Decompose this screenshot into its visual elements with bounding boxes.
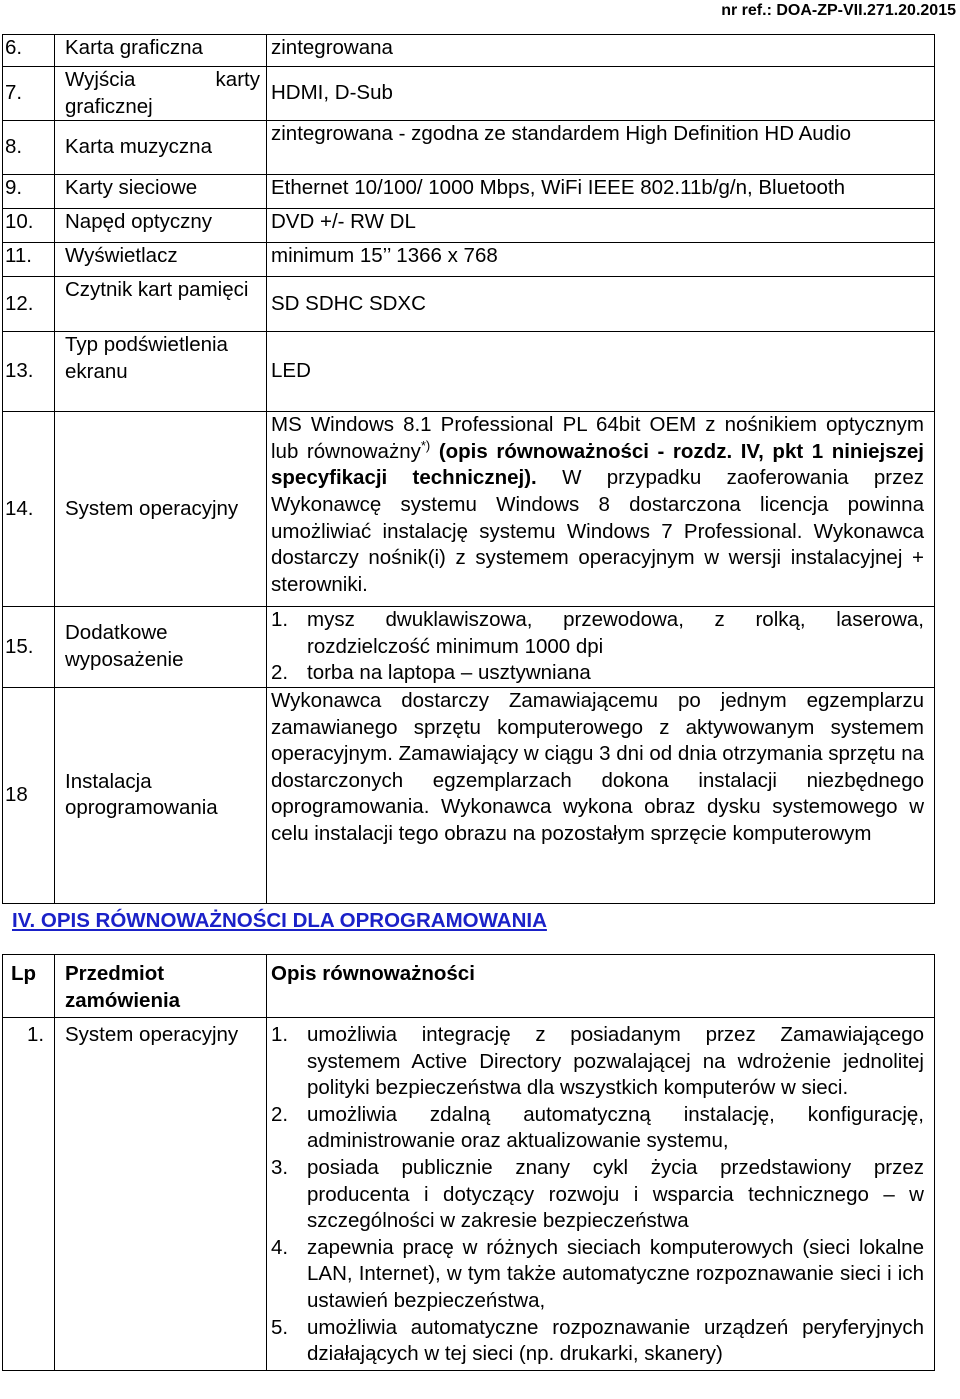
list-item-number: 1. (271, 608, 289, 632)
table-row (3, 121, 935, 175)
row-value: zintegrowana (267, 35, 935, 67)
table-row (3, 277, 935, 332)
section-title: IV. OPIS RÓWNOWAŻNOŚCI DLA OPROGRAMOWANIA (12, 909, 547, 932)
accessory-list (271, 607, 924, 687)
table-row (3, 209, 935, 243)
row-name: Typ podświetlenia ekranu (55, 332, 267, 412)
row-name: Dodatkowe wyposażenie (55, 607, 267, 688)
row-value: Ethernet 10/100/ 1000 Mbps, WiFi IEEE 802.11b/g/n, Bluetooth (267, 175, 935, 209)
list-item-number: 3. (271, 1155, 289, 1179)
row-number: 15. (3, 607, 55, 688)
row-value: minimum 15’’ 1366 x 768 (267, 243, 935, 277)
reference-number: nr ref.: DOA-ZP-VII.271.20.2015 (721, 2, 956, 19)
list-item (271, 1102, 924, 1155)
column-header-name: Przedmiot zamówienia (55, 955, 267, 1018)
row-value (267, 607, 935, 688)
row-value: LED (267, 332, 935, 412)
row-name: Instalacja oprogramowania (55, 687, 267, 903)
table-row (3, 412, 935, 607)
row-number: 6. (3, 35, 55, 67)
list-item-text: mysz dwuklawiszowa, przewodowa, z rolką, laserowa, rozdzielczość minimum 1000 dpi (307, 608, 924, 658)
row-number: 9. (3, 175, 55, 209)
row-number: 7. (3, 67, 55, 121)
list-item-text: zapewnia pracę w różnych sieciach komputerowych (sieci lokalne LAN, Internet), w tym także automatyczne rozpoznawanie sieci i ich ustawień bezpieczeństwa, (307, 1235, 924, 1312)
row-value: DVD +/- RW DL (267, 209, 935, 243)
row-number: 11. (3, 243, 55, 277)
table-header-row (3, 955, 935, 1018)
row-name: Wyświetlacz (55, 243, 267, 277)
row-number: 10. (3, 209, 55, 243)
row-value: HDMI, D-Sub (267, 67, 935, 121)
list-item (271, 1315, 924, 1368)
row-name: Napęd optyczny (55, 209, 267, 243)
row-value (267, 412, 935, 607)
column-header-desc: Opis równoważności (267, 955, 935, 1018)
os-equivalence-reference: (opis równoważności - rozdz. IV, pkt 1 niniejszej specyfikacji technicznej). (271, 439, 924, 490)
list-item (271, 607, 924, 660)
list-item-number: 2. (271, 1102, 289, 1126)
list-item-text: posiada publicznie znany cykl życia przedstawiony przez producenta i dotyczący rozwoju i wsparcia technicznego – w szczególności w zakresie bezpieczeństwa (307, 1155, 924, 1233)
row-number: 8. (3, 121, 55, 175)
row-name: System operacyjny (55, 1018, 267, 1371)
list-item-text: umożliwia integrację z posiadanym przez Zamawiającego systemem Active Directory pozwalającej na wdrożenie jednolitej polityki bezpieczeństwa dla wszystkich komputerów w sieci. (307, 1023, 924, 1100)
spec-table (2, 34, 935, 904)
list-item (271, 660, 924, 687)
row-name: Karta muzyczna (55, 121, 267, 175)
footnote-mark: *) (420, 437, 431, 453)
row-value: SD SDHC SDXC (267, 277, 935, 332)
row-name: Karta graficzna (55, 35, 267, 67)
row-value: Wykonawca dostarczy Zamawiającemu po jednym egzemplarzu zamawianego sprzętu komputerowego z aktywowanym systemem operacyjnym. Zamawiający w ciągu 3 dni od dnia otrzymania sprzętu na dostarczonych egzemplarzach dokona instalacji niezbędnego oprogramowania. Wykonawca wykona obraz dysku systemowego w celu instalacji tego obrazu na pozostałym sprzęcie komputerowym (267, 687, 935, 903)
table-row (3, 607, 935, 688)
table-row (3, 175, 935, 209)
row-value (267, 1018, 935, 1371)
list-item (271, 1022, 924, 1102)
table-row (3, 243, 935, 277)
row-number: 1. (3, 1018, 55, 1371)
list-item-number: 4. (271, 1235, 289, 1259)
row-name: Czytnik kart pamięci (55, 277, 267, 332)
row-number: 13. (3, 332, 55, 412)
table-row (3, 67, 935, 121)
row-name: System operacyjny (55, 412, 267, 607)
row-number: 18 (3, 687, 55, 903)
row-name: Wyjścia karty graficznej (55, 67, 267, 121)
list-item-number: 2. (271, 661, 289, 685)
list-item-number: 5. (271, 1315, 289, 1339)
list-item-text: torba na laptopa – usztywniana (307, 661, 591, 685)
row-name: Karty sieciowe (55, 175, 267, 209)
os-license-note: W przypadku zaoferowania przez Wykonawcę systemu Windows 8 dostarczona licencja powinna umożliwiać instalację systemu Windows 7 Professional. Wykonawca dostarczy nośnik(i) z systemem operacyjnym w wersji instalacyjnej + sterowniki. (271, 466, 925, 596)
table-row (3, 332, 935, 412)
column-header-lp: Lp (3, 955, 55, 1018)
equivalence-list (271, 1022, 924, 1368)
list-item-number: 1. (271, 1023, 289, 1046)
table-row (3, 687, 935, 903)
list-item (271, 1235, 924, 1315)
row-value: zintegrowana - zgodna ze standardem High Definition HD Audio (267, 121, 935, 175)
row-number: 14. (3, 412, 55, 607)
table-row (3, 35, 935, 67)
os-requirement-text: MS Windows 8.1 Professional PL 64bit OEM z nośnikiem optycznym lub równoważny (271, 413, 924, 463)
table-row (3, 1018, 935, 1371)
equivalence-table (2, 954, 935, 1371)
list-item-text: umożliwia automatyczne rozpoznawanie urządzeń peryferyjnych działających w tej sieci (np. drukarki, skanery) (307, 1315, 924, 1366)
row-number: 12. (3, 277, 55, 332)
list-item (271, 1155, 924, 1235)
list-item-text: umożliwia zdalną automatyczną instalację, konfigurację, administrowanie oraz aktualizowanie systemu, (307, 1102, 924, 1153)
